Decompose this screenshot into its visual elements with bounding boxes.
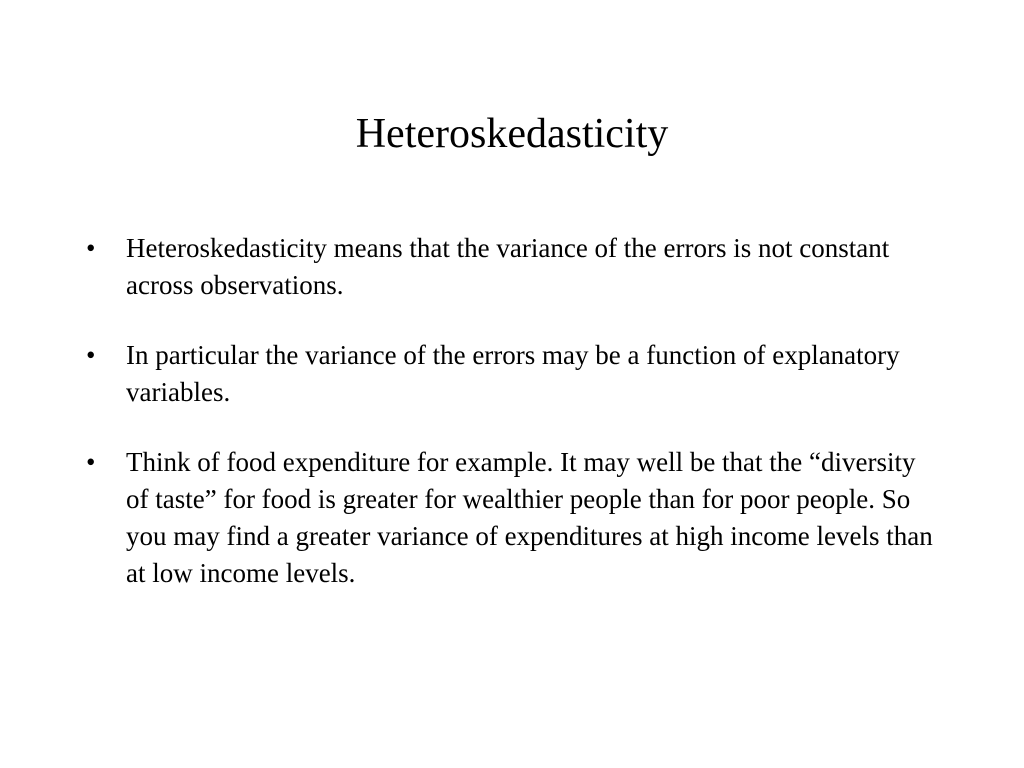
- bullet-dot-icon: •: [86, 233, 96, 263]
- slide-title: Heteroskedasticity: [355, 111, 669, 157]
- bullet-text-3: Think of food expenditure for example. It may well be that the “diversity of taste” for food is greater for wealthier people than for poor people. So you may find a greater variance of expenditures at high income levels than at low income levels.: [126, 447, 933, 588]
- bullet-item-1: [86, 230, 936, 304]
- bullet-item-2: [86, 337, 936, 411]
- bullet-item-3: [86, 444, 936, 592]
- bullet-dot-icon: •: [86, 340, 96, 370]
- bullet-dot-icon: •: [86, 447, 96, 477]
- bullet-text-2: In particular the variance of the errors may be a function of explanatory variables.: [126, 340, 900, 407]
- bullet-list: [86, 230, 936, 592]
- bullet-text-1: Heteroskedasticity means that the variance of the errors is not constant across observations.: [126, 233, 890, 300]
